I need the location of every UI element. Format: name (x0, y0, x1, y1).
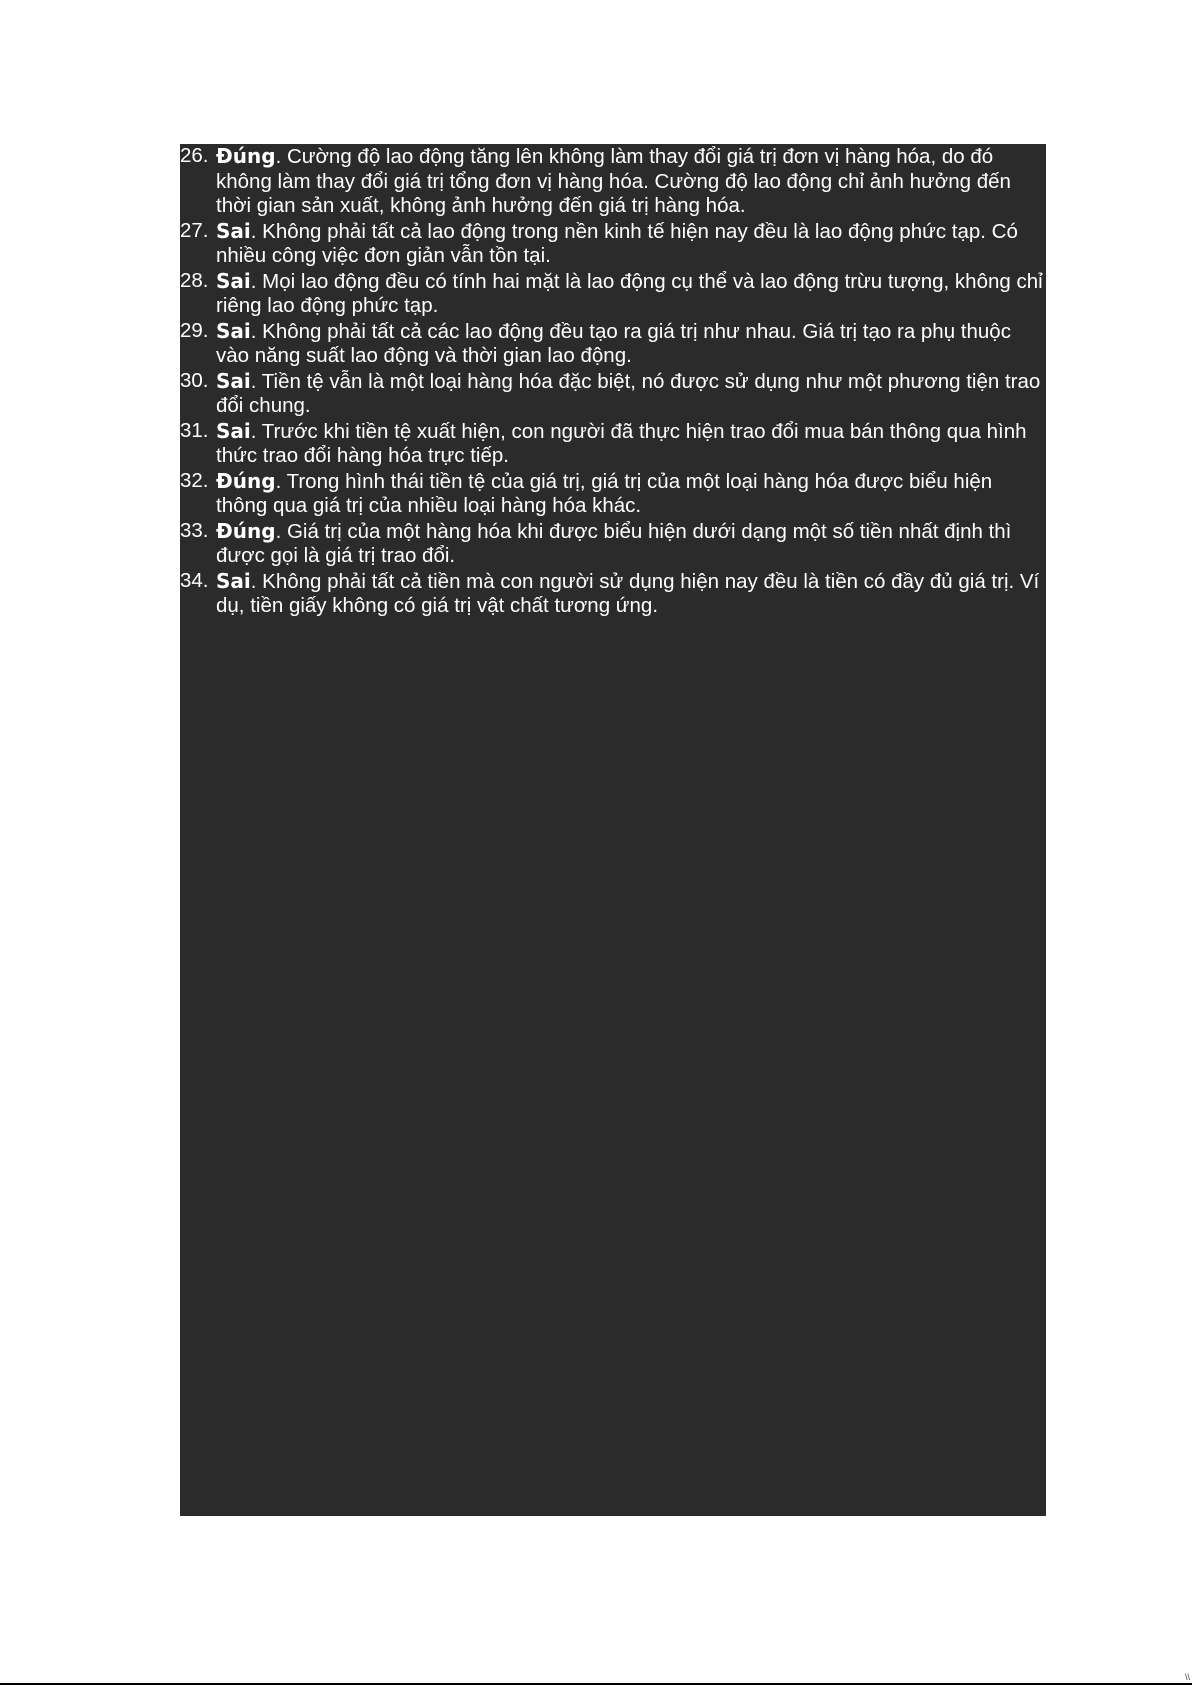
item-number: 29. (180, 318, 209, 342)
list-item (180, 369, 1046, 419)
list-item (180, 144, 1046, 219)
item-verdict: Sai (216, 318, 251, 343)
item-verdict: Sai (216, 568, 251, 593)
item-explanation: . Không phải tất cả lao động trong nền kinh tế hiện nay đều là lao động phức tạp. Có nhiều công việc đơn giản vẫn tồn tại. (216, 219, 1018, 267)
list-item (180, 419, 1046, 469)
item-number: 28. (180, 268, 209, 292)
item-number: 27. (180, 218, 209, 242)
item-verdict: Đúng (216, 518, 276, 543)
item-explanation: . Không phải tất cả tiền mà con người sử dụng hiện nay đều là tiền có đầy đủ giá trị. Ví dụ, tiền giấy không có giá trị vật chất tương ứng. (216, 569, 1040, 617)
item-explanation: . Giá trị của một hàng hóa khi được biểu hiện dưới dạng một số tiền nhất định thì được gọi là giá trị trao đổi. (216, 519, 1012, 567)
item-verdict: Sai (216, 218, 251, 243)
document-page (180, 144, 1046, 1516)
item-explanation: . Không phải tất cả các lao động đều tạo ra giá trị như nhau. Giá trị tạo ra phụ thuộc vào năng suất lao động và thời gian lao động. (216, 319, 1011, 367)
item-verdict: Sai (216, 418, 251, 443)
item-explanation: . Tiền tệ vẫn là một loại hàng hóa đặc biệt, nó được sử dụng như một phương tiện trao đổi chung. (216, 369, 1041, 417)
item-explanation: . Cường độ lao động tăng lên không làm thay đổi giá trị đơn vị hàng hóa, do đó không làm thay đổi giá trị tổng đơn vị hàng hóa. Cường độ lao động chỉ ảnh hưởng đến thời gian sản xuất, không ảnh hưởng đến giá trị hàng hóa. (216, 145, 1011, 217)
item-number: 26. (180, 144, 209, 167)
item-explanation: . Trước khi tiền tệ xuất hiện, con người đã thực hiện trao đổi mua bán thông qua hình thức trao đổi hàng hóa trực tiếp. (216, 419, 1027, 467)
item-verdict: Sai (216, 368, 251, 393)
item-explanation: . Mọi lao động đều có tính hai mặt là lao động cụ thể và lao động trừu tượng, không chỉ riêng lao động phức tạp. (216, 269, 1043, 317)
list-item (180, 269, 1046, 319)
list-item (180, 319, 1046, 369)
item-verdict: Đúng (216, 468, 276, 493)
item-verdict: Đúng (216, 144, 276, 168)
answer-list (180, 144, 1046, 619)
item-number: 30. (180, 368, 209, 392)
item-number: 34. (180, 568, 209, 592)
item-number: 31. (180, 418, 209, 442)
edge-mark: \\ (1184, 1672, 1190, 1682)
item-number: 32. (180, 468, 209, 492)
list-item (180, 219, 1046, 269)
item-explanation: . Trong hình thái tiền tệ của giá trị, giá trị của một loại hàng hóa được biểu hiện thông qua giá trị của nhiều loại hàng hóa khác. (216, 469, 993, 517)
item-verdict: Sai (216, 268, 251, 293)
list-item (180, 569, 1046, 619)
list-item (180, 469, 1046, 519)
list-item (180, 519, 1046, 569)
item-number: 33. (180, 518, 209, 542)
